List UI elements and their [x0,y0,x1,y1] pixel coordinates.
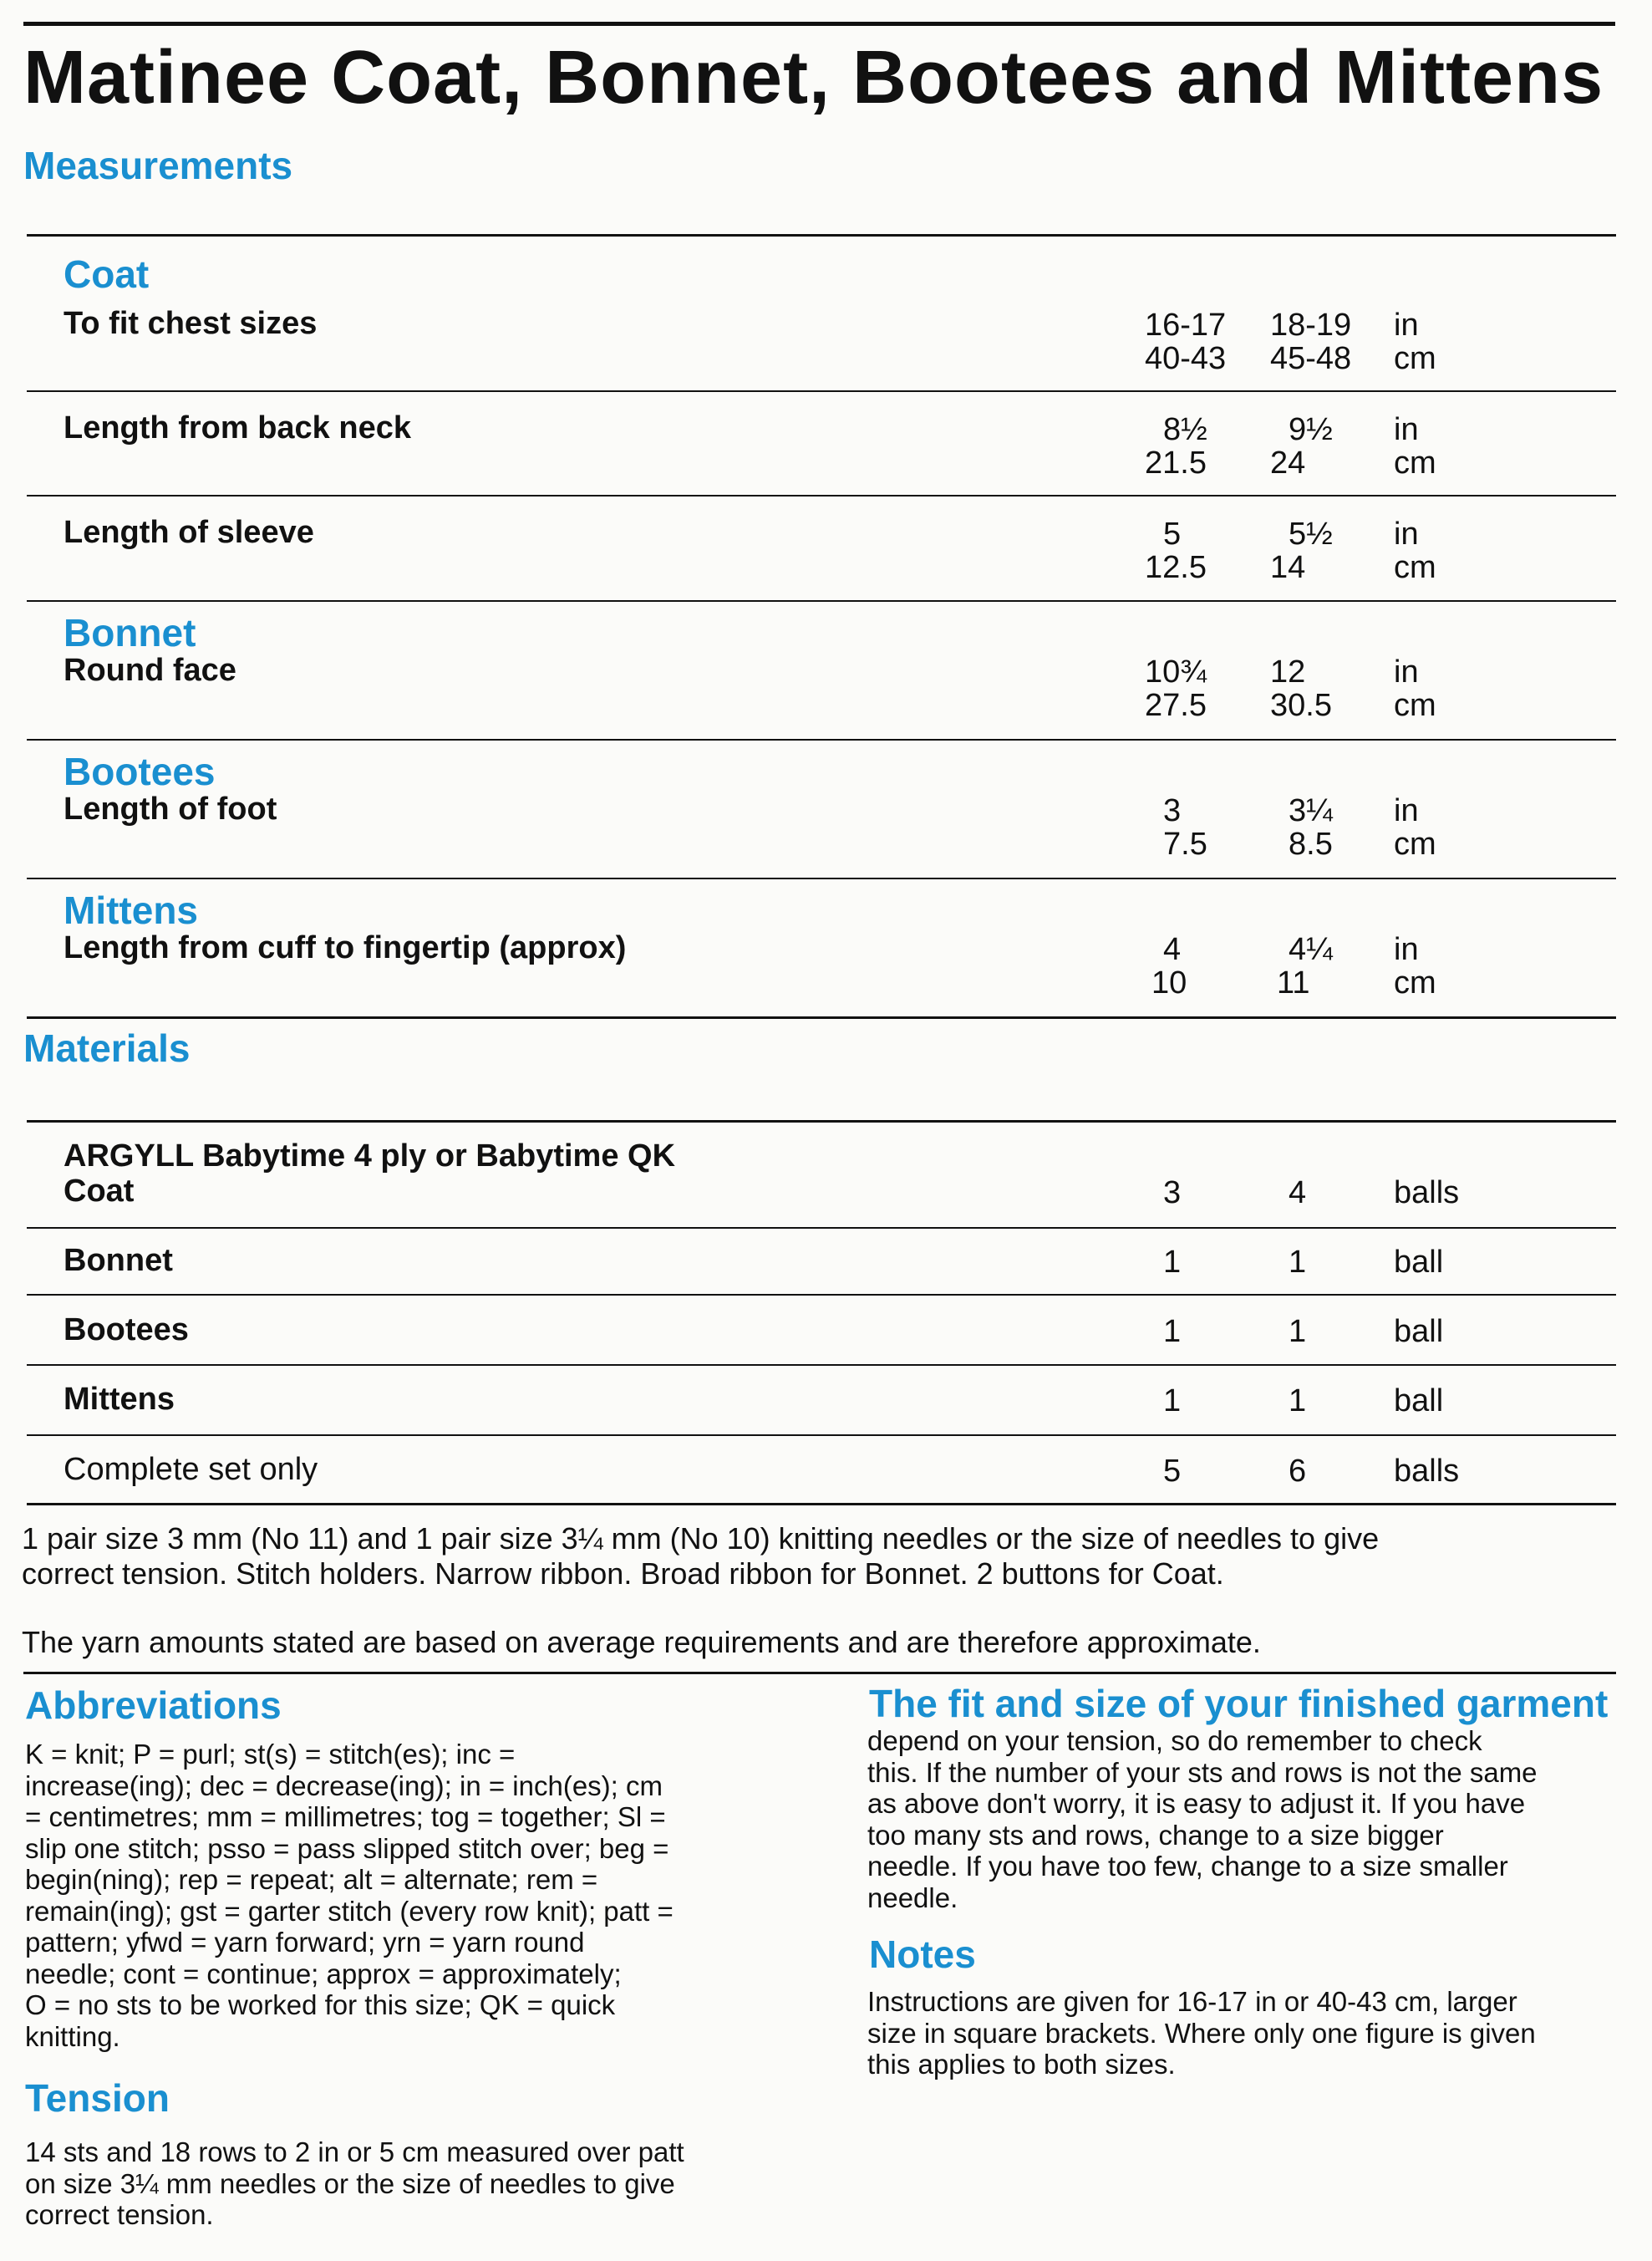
measurements-heading: Measurements [23,144,293,187]
material-qty-small: 1 [1163,1314,1182,1349]
fit-heading: The fit and size of your finished garment [869,1682,1609,1725]
coat-length-in-large: 9½ [1289,412,1333,447]
coat-length-in-small: 8½ [1163,412,1207,447]
fit-line: needle. [867,1882,958,1913]
fit-line: this. If the number of your sts and rows is not the same [867,1756,1538,1788]
material-unit: ball [1394,1314,1444,1349]
fit-line: too many sts and rows, change to a size bigger [867,1819,1444,1851]
mittens-cm-large: 11 [1277,965,1310,1001]
tension-line: 14 sts and 18 rows to 2 in or 5 cm measured over patt [25,2136,684,2167]
needles-text-line: correct tension. Stitch holders. Narrow ribbon. Broad ribbon for Bonnet. 2 buttons for Coat. [22,1556,1224,1591]
unit-in: in [1394,517,1419,552]
top-rule [23,22,1615,26]
coat-sleeve-in-large: 5½ [1289,517,1333,552]
bootees-label: Length of foot [64,792,277,827]
unit-cm: cm [1394,965,1436,1001]
fit-line: as above don't worry, it is easy to adjust it. If you have [867,1788,1526,1819]
abbreviations-line: needle; cont = continue; approx = approximately; [25,1958,622,1989]
material-qty-small: 1 [1163,1383,1182,1418]
abbreviations-line: knitting. [25,2020,120,2052]
notes-text [867,1986,1619,2080]
material-qty-large: 4 [1289,1175,1307,1210]
unit-cm: cm [1394,341,1436,376]
mittens-cm-small: 10 [1151,965,1187,1001]
yarn-note: The yarn amounts stated are based on average requirements and are therefore approximate. [22,1625,1261,1659]
bonnet-heading: Bonnet [64,611,196,654]
abbreviations-line: = centimetres; mm = millimetres; tog = together; Sl = [25,1801,666,1832]
coat-chest-label: To fit chest sizes [64,306,318,341]
bonnet-label: Round face [64,653,236,688]
needles-text-line: 1 pair size 3 mm (No 11) and 1 pair size 3¼ mm (No 10) knitting needles or the size of needles to give [22,1521,1380,1556]
notes-line: this applies to both sizes. [867,2049,1176,2080]
bonnet-in-small: 10¾ [1145,654,1207,690]
coat-length-cm-large: 24 [1270,446,1306,481]
fit-text [867,1725,1619,1913]
material-qty-large: 1 [1289,1383,1307,1418]
divider [27,1503,1616,1505]
yarn-label: ARGYLL Babytime 4 ply or Babytime QK [64,1138,676,1174]
abbreviations-line: increase(ing); dec = decrease(ing); in = inch(es); cm [25,1770,663,1801]
material-qty-small: 5 [1163,1454,1182,1489]
divider [27,495,1616,497]
unit-cm: cm [1394,688,1436,723]
mittens-in-small: 4 [1163,932,1182,967]
mittens-heading: Mittens [64,889,198,932]
page-title: Matinee Coat, Bonnet, Bootees and Mittens [23,36,1604,120]
material-qty-small: 3 [1163,1175,1182,1210]
unit-cm: cm [1394,827,1436,862]
divider [27,1120,1616,1123]
coat-sleeve-in-small: 5 [1163,517,1182,552]
divider [27,1227,1616,1229]
divider [27,878,1616,879]
notes-heading: Notes [869,1933,976,1976]
coat-chest-in-small: 16-17 [1145,308,1227,343]
material-label-coat: Coat [64,1174,135,1209]
coat-chest-in-large: 18-19 [1270,308,1352,343]
coat-length-label: Length from back neck [64,410,411,446]
divider [27,1434,1616,1436]
unit-cm: cm [1394,550,1436,585]
material-unit: balls [1394,1454,1460,1489]
bonnet-cm-small: 27.5 [1145,688,1207,723]
divider [27,1364,1616,1366]
bootees-heading: Bootees [64,750,216,793]
bootees-cm-small: 7.5 [1163,827,1207,862]
material-label-complete-set: Complete set only [64,1452,318,1487]
divider [27,739,1616,741]
abbreviations-text [25,1739,802,2052]
divider [27,600,1616,602]
material-label-bootees: Bootees [64,1312,189,1347]
abbreviations-line: begin(ning); rep = repeat; alt = alternate; rem = [25,1864,598,1895]
bootees-in-small: 3 [1163,793,1182,828]
material-qty-large: 6 [1289,1454,1307,1489]
divider [27,1294,1616,1296]
divider [23,1672,1616,1674]
abbreviations-line: O = no sts to be worked for this size; QK = quick [25,1989,616,2020]
material-qty-large: 1 [1289,1314,1307,1349]
unit-in: in [1394,793,1419,828]
coat-sleeve-cm-large: 14 [1270,550,1306,585]
material-unit: balls [1394,1175,1460,1210]
coat-chest-cm-large: 45-48 [1270,341,1352,376]
abbreviations-line: K = knit; P = purl; st(s) = stitch(es); inc = [25,1739,516,1770]
material-unit: ball [1394,1383,1444,1418]
tension-text [25,2136,802,2231]
tension-line: on size 3¼ mm needles or the size of needles to give [25,2167,675,2199]
unit-in: in [1394,308,1419,343]
bonnet-cm-large: 30.5 [1270,688,1332,723]
material-unit: ball [1394,1245,1444,1280]
mittens-in-large: 4¼ [1289,932,1333,967]
materials-heading: Materials [23,1026,191,1070]
coat-sleeve-label: Length of sleeve [64,515,314,550]
coat-sleeve-cm-small: 12.5 [1145,550,1207,585]
coat-chest-cm-small: 40-43 [1145,341,1227,376]
notes-line: Instructions are given for 16-17 in or 40-43 cm, larger [867,1986,1517,2017]
unit-in: in [1394,932,1419,967]
unit-cm: cm [1394,446,1436,481]
divider [27,1016,1616,1019]
unit-in: in [1394,412,1419,447]
fit-line: needle. If you have too few, change to a size smaller [867,1851,1508,1882]
coat-length-cm-small: 21.5 [1145,446,1207,481]
abbreviations-heading: Abbreviations [25,1683,282,1727]
tension-line: correct tension. [25,2199,214,2230]
material-qty-small: 1 [1163,1245,1182,1280]
abbreviations-line: pattern; yfwd = yarn forward; yrn = yarn round [25,1927,585,1958]
bonnet-in-large: 12 [1270,654,1306,690]
abbreviations-line: remain(ing); gst = garter stitch (every row knit); patt = [25,1895,674,1927]
material-label-bonnet: Bonnet [64,1243,173,1278]
divider [27,390,1616,392]
material-label-mittens: Mittens [64,1382,175,1417]
bootees-in-large: 3¼ [1289,793,1333,828]
tension-heading: Tension [25,2076,170,2120]
bootees-cm-large: 8.5 [1289,827,1333,862]
material-qty-large: 1 [1289,1245,1307,1280]
fit-line: depend on your tension, so do remember to check [867,1725,1482,1756]
divider [27,234,1616,237]
unit-in: in [1394,654,1419,690]
mittens-label: Length from cuff to fingertip (approx) [64,930,627,965]
notes-line: size in square brackets. Where only one figure is given [867,2017,1536,2049]
abbreviations-line: slip one stitch; psso = pass slipped stitch over; beg = [25,1832,669,1864]
coat-heading: Coat [64,252,150,296]
